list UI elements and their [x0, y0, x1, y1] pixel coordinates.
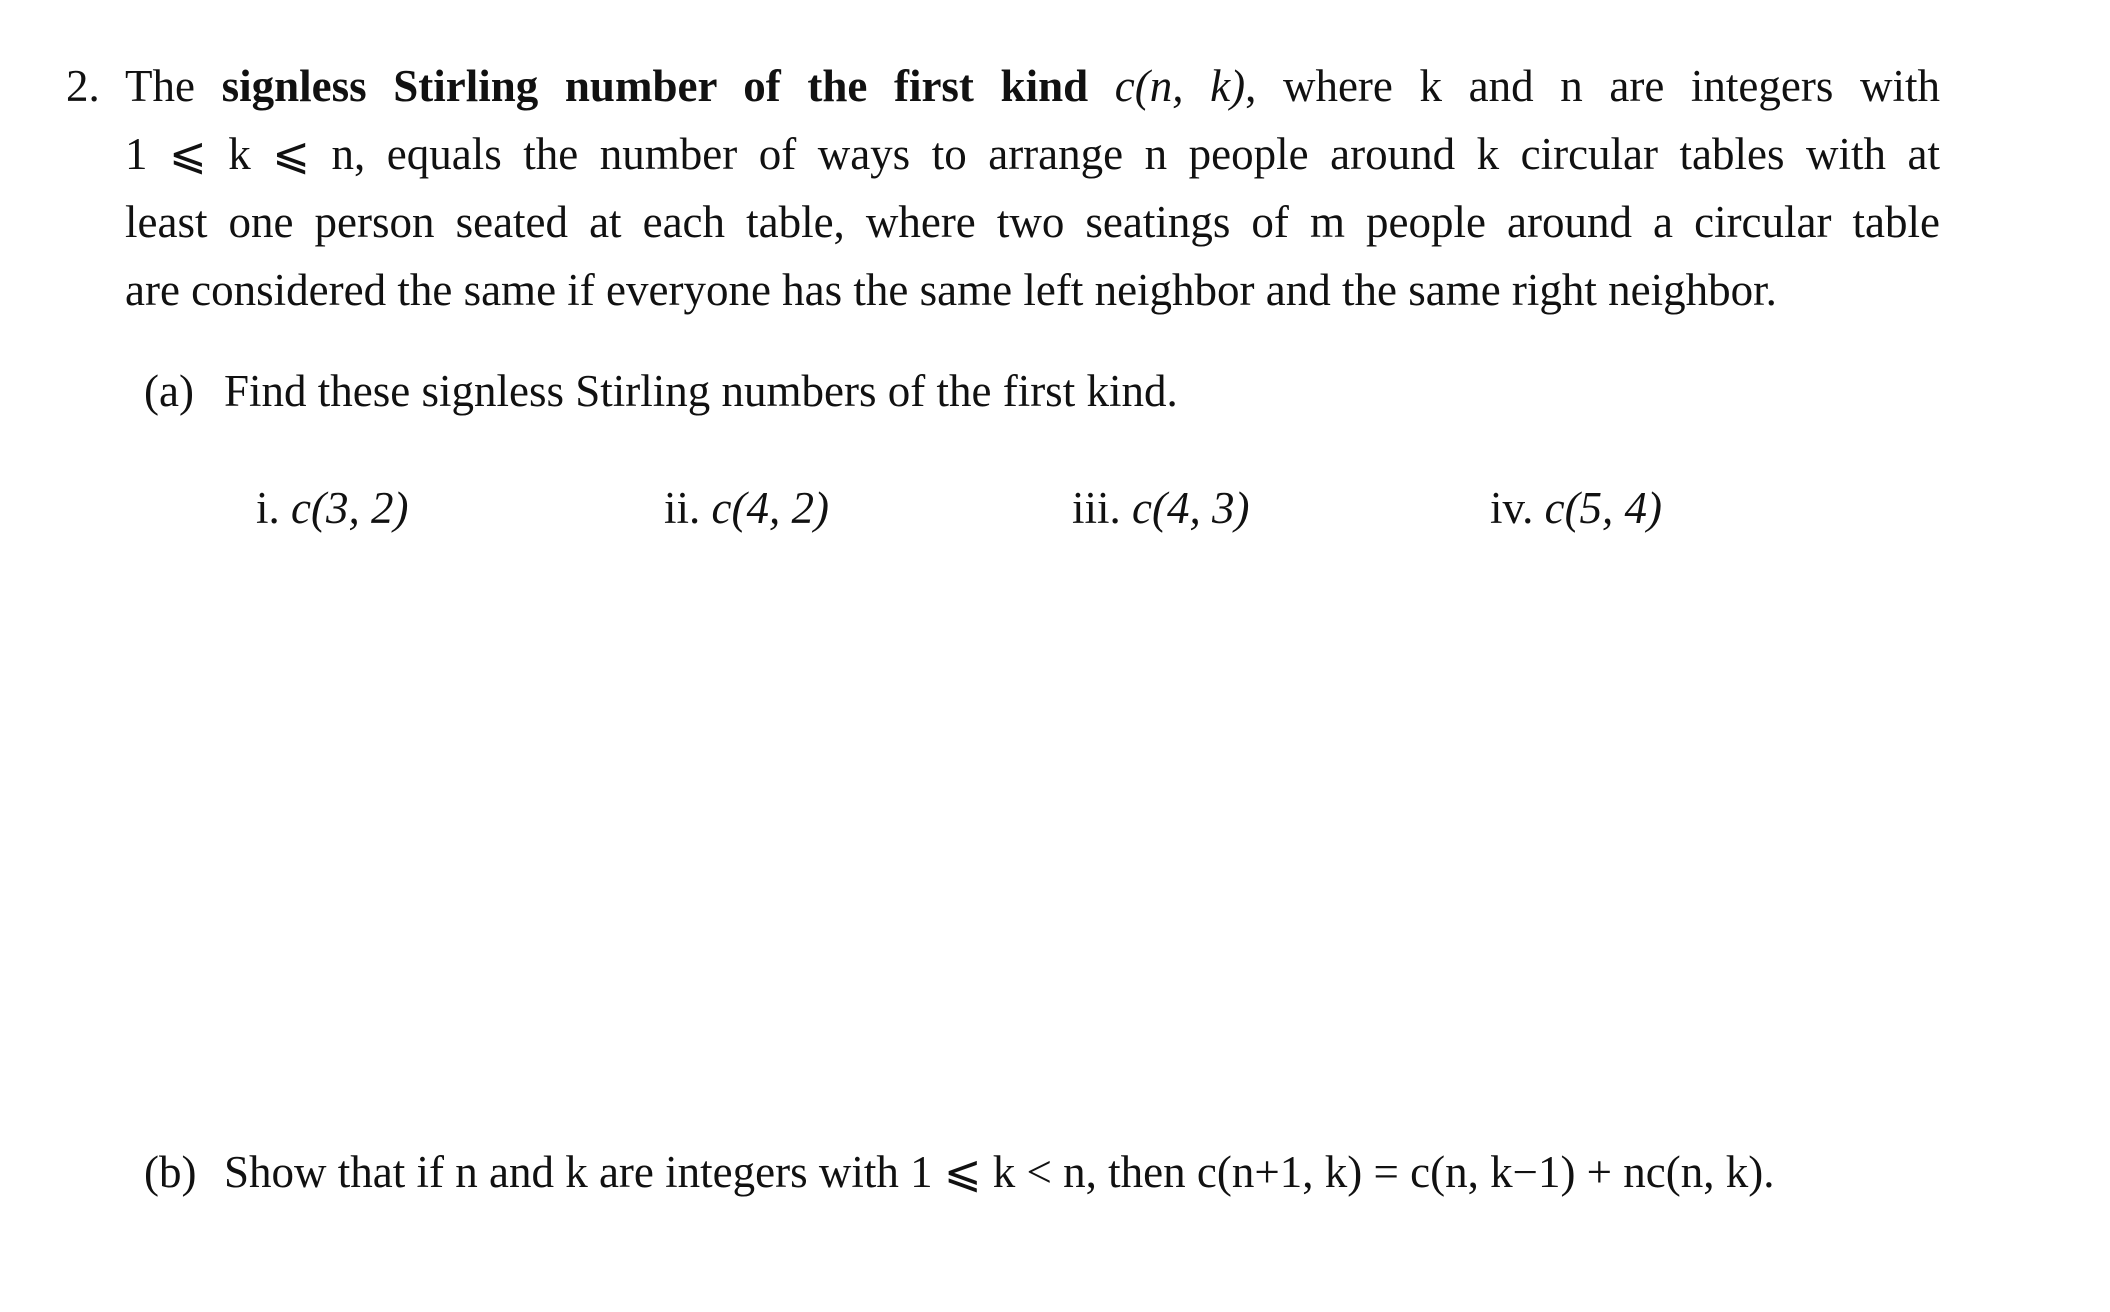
- statement-line-4: are considered the same if everyone has the same left neighbor and the same right neighbor.: [125, 265, 1777, 315]
- subitem-label: ii.: [664, 483, 701, 533]
- part-b-label: (b): [144, 1147, 197, 1197]
- subitem-i: [256, 474, 408, 542]
- subitem-expression: c(4, 2): [711, 483, 829, 533]
- part-b: [144, 1138, 1775, 1206]
- subitem-label: iii.: [1072, 483, 1121, 533]
- statement-line-2: 1 ⩽ k ⩽ n, equals the number of ways to arrange n people around k circular tables with at: [125, 129, 1940, 179]
- problem-number: 2.: [66, 61, 100, 111]
- subitem-iv: [1490, 474, 1662, 542]
- statement-line-1: [125, 52, 1940, 120]
- statement-intro: The: [125, 61, 222, 111]
- problem-statement: [125, 52, 1940, 324]
- part-a-label: (a): [144, 366, 194, 416]
- part-b-text: Show that if n and k are integers with 1 ⩽ k < n, then c(n+1, k) = c(n, k−1) + nc(n, k).: [224, 1147, 1775, 1197]
- statement-line-3: least one person seated at each table, where two seatings of m people around a circular table: [125, 197, 1940, 247]
- part-a: [144, 357, 1178, 425]
- subitem-expression: c(3, 2): [291, 483, 409, 533]
- subitem-expression: c(5, 4): [1544, 483, 1663, 533]
- subitem-label: iv.: [1490, 483, 1534, 533]
- subitem-ii: [664, 474, 829, 542]
- statement-line-1-rest: , where k and n are integers with: [1245, 61, 1941, 111]
- notation-c-n-k: c(n, k): [1114, 61, 1246, 111]
- subitem-expression: c(4, 3): [1132, 483, 1250, 533]
- part-a-text: Find these signless Stirling numbers of the first kind.: [224, 366, 1178, 416]
- subitem-label: i.: [256, 483, 280, 533]
- bold-term: signless Stirling number of the first kind: [221, 61, 1089, 111]
- part-a-items: [0, 474, 2110, 542]
- subitem-iii: [1072, 474, 1249, 542]
